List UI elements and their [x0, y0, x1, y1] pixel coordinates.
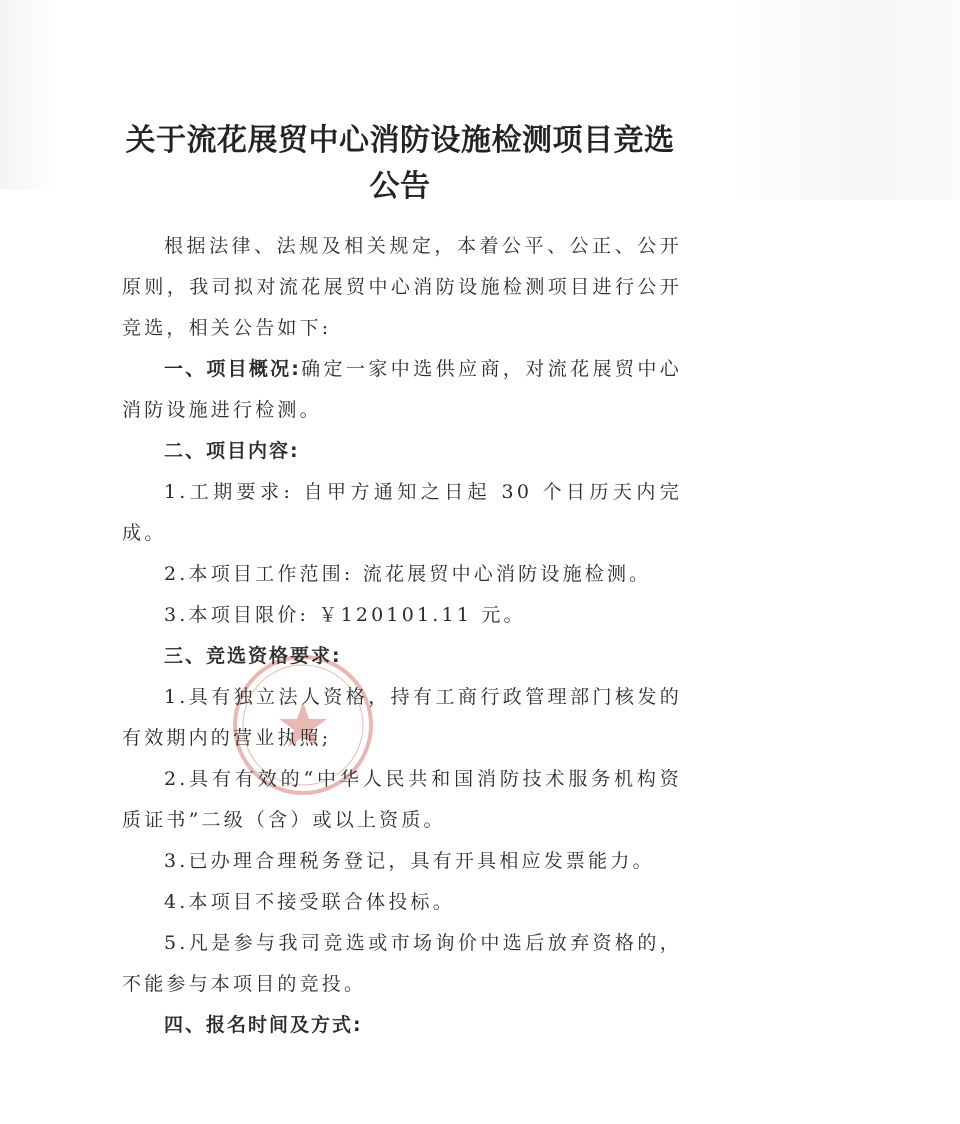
section-3-heading: 三、竞选资格要求: — [164, 645, 342, 667]
intro-paragraph: 根据法律、法规及相关规定，本着公平、公正、公开原则，我司拟对流花展贸中心消防设施检测项目进行公开竞选，相关公告如下: — [122, 235, 682, 339]
section-2-heading: 二、项目内容: — [164, 440, 300, 462]
section-4-heading: 四、报名时间及方式: — [164, 1014, 363, 1036]
document-body — [122, 226, 682, 1046]
section-3-item: 2.具有有效的“中华人民共和国消防技术服务机构资质证书”二级（含）或以上资质。 — [122, 768, 682, 831]
title-line-1: 关于流花展贸中心消防设施检测项目竞选 — [125, 123, 675, 159]
section-2-item: 3.本项目限价: ￥120101.11 元。 — [164, 604, 526, 626]
section-3-item: 5.凡是参与我司竞选或市场询价中选后放弃资格的，不能参与本项目的竞投。 — [122, 932, 682, 995]
section-1-paragraph — [122, 349, 682, 431]
document-title — [100, 118, 700, 210]
scan-shadow-right — [730, 0, 960, 200]
section-3-item: 1.具有独立法人资格，持有工商行政管理部门核发的有效期内的营业执照; — [122, 686, 682, 749]
scan-shadow-left — [0, 0, 60, 190]
section-2-item: 1.工期要求: 自甲方通知之日起 30 个日历天内完成。 — [122, 481, 682, 544]
section-1-heading: 一、项目概况: — [164, 358, 301, 380]
section-3-item: 4.本项目不接受联合体投标。 — [164, 891, 455, 913]
section-3-item: 3.已办理合理税务登记，具有开具相应发票能力。 — [164, 850, 655, 872]
title-line-2: 公告 — [369, 169, 431, 205]
section-1-text: 确定一家中选供应商，对流花展贸中心消防设施进行检测。 — [122, 358, 682, 421]
section-2-item: 2.本项目工作范围: 流花展贸中心消防设施检测。 — [164, 563, 652, 585]
